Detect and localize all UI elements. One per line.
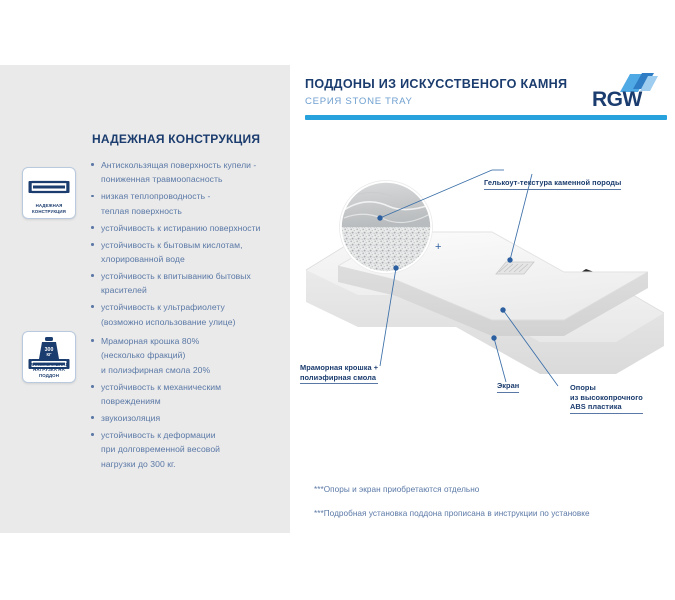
header-divider bbox=[305, 115, 667, 120]
svg-text:КГ: КГ bbox=[46, 352, 52, 357]
callout-gelcoat: Гелькоут-текстура каменной породы bbox=[484, 178, 621, 190]
list-item: Мраморная крошка 80% (несколько фракций) и полиэфирная смола 20% bbox=[90, 334, 270, 377]
list-item: Антискользящая поверхность купели - пониженная травмоопасность bbox=[90, 158, 270, 187]
list-item: устойчивость к истиранию поверхности bbox=[90, 221, 270, 235]
badge-max-load bbox=[22, 331, 76, 383]
plus-marker: + bbox=[435, 241, 442, 253]
list-item: устойчивость к механическим повреждениям bbox=[90, 380, 270, 409]
callout-marble-resin: Мраморная крошка + полиэфирная смола bbox=[300, 363, 378, 384]
material-zoom-circle bbox=[340, 181, 433, 274]
feature-list-construction bbox=[90, 158, 270, 331]
list-item: устойчивость к ультрафиолету (возможно использование улице) bbox=[90, 300, 270, 329]
footnote: ***Подробная установка поддона прописана в инструкции по установке bbox=[314, 509, 590, 518]
badge-reliable-construction bbox=[22, 167, 76, 219]
page-title: ПОДДОНЫ ИЗ ИСКУССТВЕНОГО КАМНЯ bbox=[305, 77, 568, 91]
sidebar-section-title: НАДЕЖНАЯ КОНСТРУКЦИЯ bbox=[92, 132, 261, 146]
badge-caption: НАДЕЖНАЯ КОНСТРУКЦИЯ bbox=[32, 203, 66, 214]
footnotes bbox=[314, 484, 664, 532]
callout-supports: Опоры из высокопрочного ABS пластика bbox=[570, 383, 643, 414]
page-subtitle: СЕРИЯ STONE TRAY bbox=[305, 95, 413, 107]
list-item: звукоизоляция bbox=[90, 411, 270, 425]
footnote: ***Опоры и экран приобретаются отдельно bbox=[314, 485, 480, 494]
rgw-logo bbox=[592, 72, 660, 116]
svg-text:RGW: RGW bbox=[592, 88, 642, 111]
callout-screen: Экран bbox=[497, 381, 519, 393]
list-item: устойчивость к бытовым кислотам, хлорированной воде bbox=[90, 238, 270, 267]
feature-list-material bbox=[90, 334, 270, 474]
svg-text:300: 300 bbox=[44, 347, 54, 353]
list-item: устойчивость к впитыванию бытовых красителей bbox=[90, 269, 270, 298]
list-item: низкая теплопроводность - теплая поверхность bbox=[90, 189, 270, 218]
badge-caption: МАКСИМАЛЬНАЯ НАГРУЗКА НА ПОДДОН bbox=[29, 361, 69, 378]
list-item: устойчивость к деформации при долговременной весовой нагрузки до 300 кг. bbox=[90, 428, 270, 471]
